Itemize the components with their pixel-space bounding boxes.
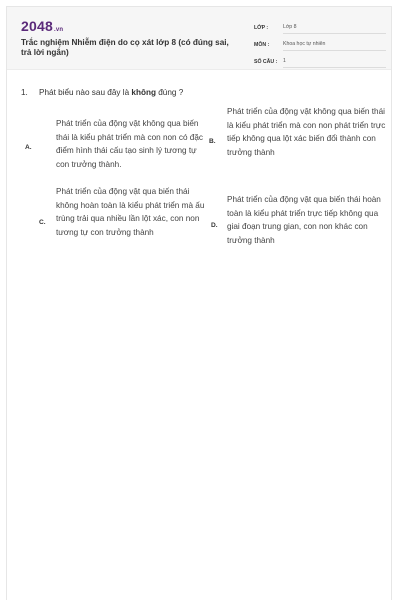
answer-letter-b: B. xyxy=(209,138,216,145)
question-emphasis: không xyxy=(131,88,156,97)
question-prefix: Phát biểu nào sau đây là xyxy=(39,88,132,97)
logo-tld-text: .vn xyxy=(53,27,64,33)
worksheet-header xyxy=(7,7,391,70)
meta-label-count: SỐ CÂU : xyxy=(254,59,278,65)
meta-value-class: Lớp 8 xyxy=(283,24,386,34)
meta-label-class: LỚP : xyxy=(254,25,269,31)
meta-row-class xyxy=(254,18,386,34)
answer-letter-a: A. xyxy=(25,144,32,151)
answer-option-b[interactable] xyxy=(209,105,389,181)
meta-value-subject: Khoa học tự nhiên xyxy=(283,41,386,51)
question-number: 1. xyxy=(21,88,28,97)
answer-text-d: Phát triển của động vật qua biến thái hoàn toàn là kiểu phát triển trực tiếp không qua giai đoạn trung gian, con non khác con trưởng thành xyxy=(227,195,381,246)
meta-label-subject: MÔN : xyxy=(254,42,270,48)
question-text xyxy=(39,88,183,97)
answer-option-d[interactable] xyxy=(211,193,391,255)
worksheet-page xyxy=(6,6,392,600)
site-logo[interactable] xyxy=(21,18,63,34)
answer-option-a[interactable] xyxy=(25,117,205,177)
answer-text-b: Phát triển của động vật không qua biến thái là kiểu phát triển mà con non phát triển trực tiếp không qua lột xác biến đổi thành con trưởng thành xyxy=(227,107,386,158)
answer-option-c[interactable] xyxy=(25,185,205,261)
answer-text-c: Phát triển của động vật qua biến thái không hoàn toàn là kiểu phát triển mà ấu trùng trải qua nhiều lần lột xác, con non tương tự con trưởng thành xyxy=(56,187,205,238)
question-suffix: đúng ? xyxy=(155,88,184,97)
answer-letter-d: D. xyxy=(211,222,218,229)
answer-text-a: Phát triển của động vật không qua biến thái là kiểu phát triển mà con non có đặc điểm hình thái cấu tạo sinh lý tương tự con trưởng thành. xyxy=(56,119,204,170)
meta-value-count: 1 xyxy=(283,58,386,68)
meta-row-count xyxy=(254,52,386,68)
worksheet-title: Trắc nghiệm Nhiễm điện do cọ xát lớp 8 (có đúng sai, trả lời ngắn) xyxy=(21,38,229,57)
meta-row-subject xyxy=(254,35,386,51)
logo-main-text: 2048 xyxy=(21,18,53,34)
answer-letter-c: C. xyxy=(39,219,46,226)
worksheet-meta xyxy=(254,18,386,69)
